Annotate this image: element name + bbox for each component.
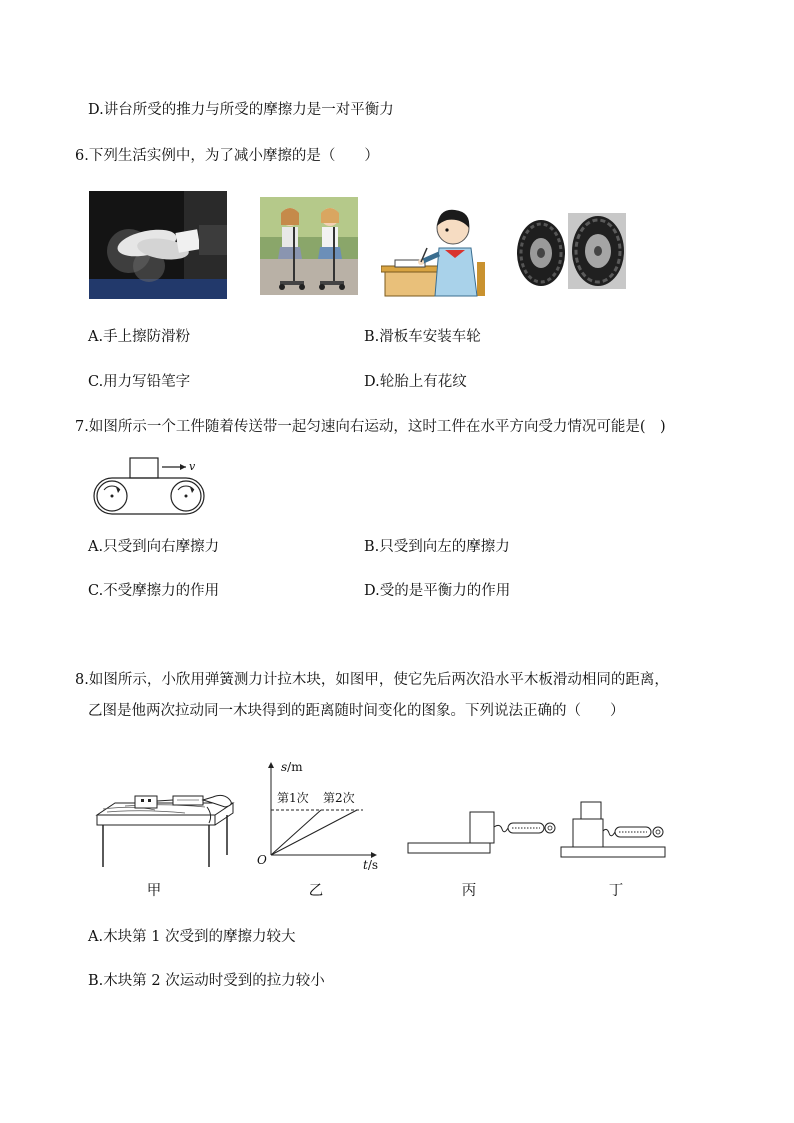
- q5-option-d: D.讲台所受的推力与所受的摩擦力是一对平衡力: [88, 102, 394, 118]
- svg-text:t/s: [363, 858, 378, 872]
- q6-option-c: C.用力写铅笔字: [88, 374, 191, 390]
- origin-label: O: [257, 853, 267, 867]
- figure-jia-table: [95, 785, 240, 870]
- y-axis-label-s: s: [281, 760, 288, 774]
- caption-bing: 丙: [461, 883, 477, 899]
- q8-option-a: A.木块第 1 次受到的摩擦力较大: [88, 929, 296, 945]
- figure-ding-stacked-blocks: [559, 799, 669, 859]
- q6-option-d: D.轮胎上有花纹: [364, 374, 467, 390]
- caption-ding: 丁: [608, 883, 624, 899]
- scooter-kids-image: [260, 197, 358, 295]
- caption-jia: 甲: [146, 883, 162, 899]
- q8-stem-line1: 8.如图所示，小欣用弹簧测力计拉木块，如图甲，使它先后两次沿水平木板滑动相同的距离，: [75, 672, 669, 688]
- q6-option-a: A.手上擦防滑粉: [88, 329, 191, 345]
- q7-option-b: B.只受到向左的摩擦力: [364, 539, 510, 555]
- x-axis-label-t: t: [363, 858, 368, 872]
- q7-option-d: D.受的是平衡力的作用: [364, 583, 511, 599]
- q7-stem: 7.如图所示一个工件随着传送带一起匀速向右运动，这时工件在水平方向受力情况可能是( ): [75, 419, 666, 435]
- caption-yi: 乙: [308, 883, 324, 899]
- figure-bing-block: [406, 808, 556, 856]
- y-axis-label-unit: /m: [287, 760, 303, 774]
- x-axis-label-unit: /s: [367, 858, 379, 872]
- tires-image: [514, 213, 626, 289]
- conveyor-belt-figure: [90, 456, 210, 516]
- q8-stem-line2: 乙图是他两次拉动同一木块得到的距离随时间变化的图象。下列说法正确的（ ）: [88, 703, 625, 719]
- q8-option-b: B.木块第 2 次运动时受到的拉力较小: [88, 973, 325, 989]
- figure-yi-st-graph: [255, 758, 390, 873]
- velocity-label: v: [189, 460, 196, 473]
- q6-stem: 6.下列生活实例中，为了减小摩擦的是（ ）: [75, 148, 379, 164]
- line-2-label: 第2次: [323, 791, 355, 805]
- chalk-hands-image: [89, 191, 227, 299]
- q7-option-c: C.不受摩擦力的作用: [88, 583, 220, 599]
- line-1-label: 第1次: [277, 791, 309, 805]
- boy-writing-image: [381, 200, 489, 298]
- svg-text:s/m: [281, 760, 303, 774]
- q7-option-a: A.只受到向右摩擦力: [88, 539, 220, 555]
- q6-option-b: B.滑板车安装车轮: [364, 329, 481, 345]
